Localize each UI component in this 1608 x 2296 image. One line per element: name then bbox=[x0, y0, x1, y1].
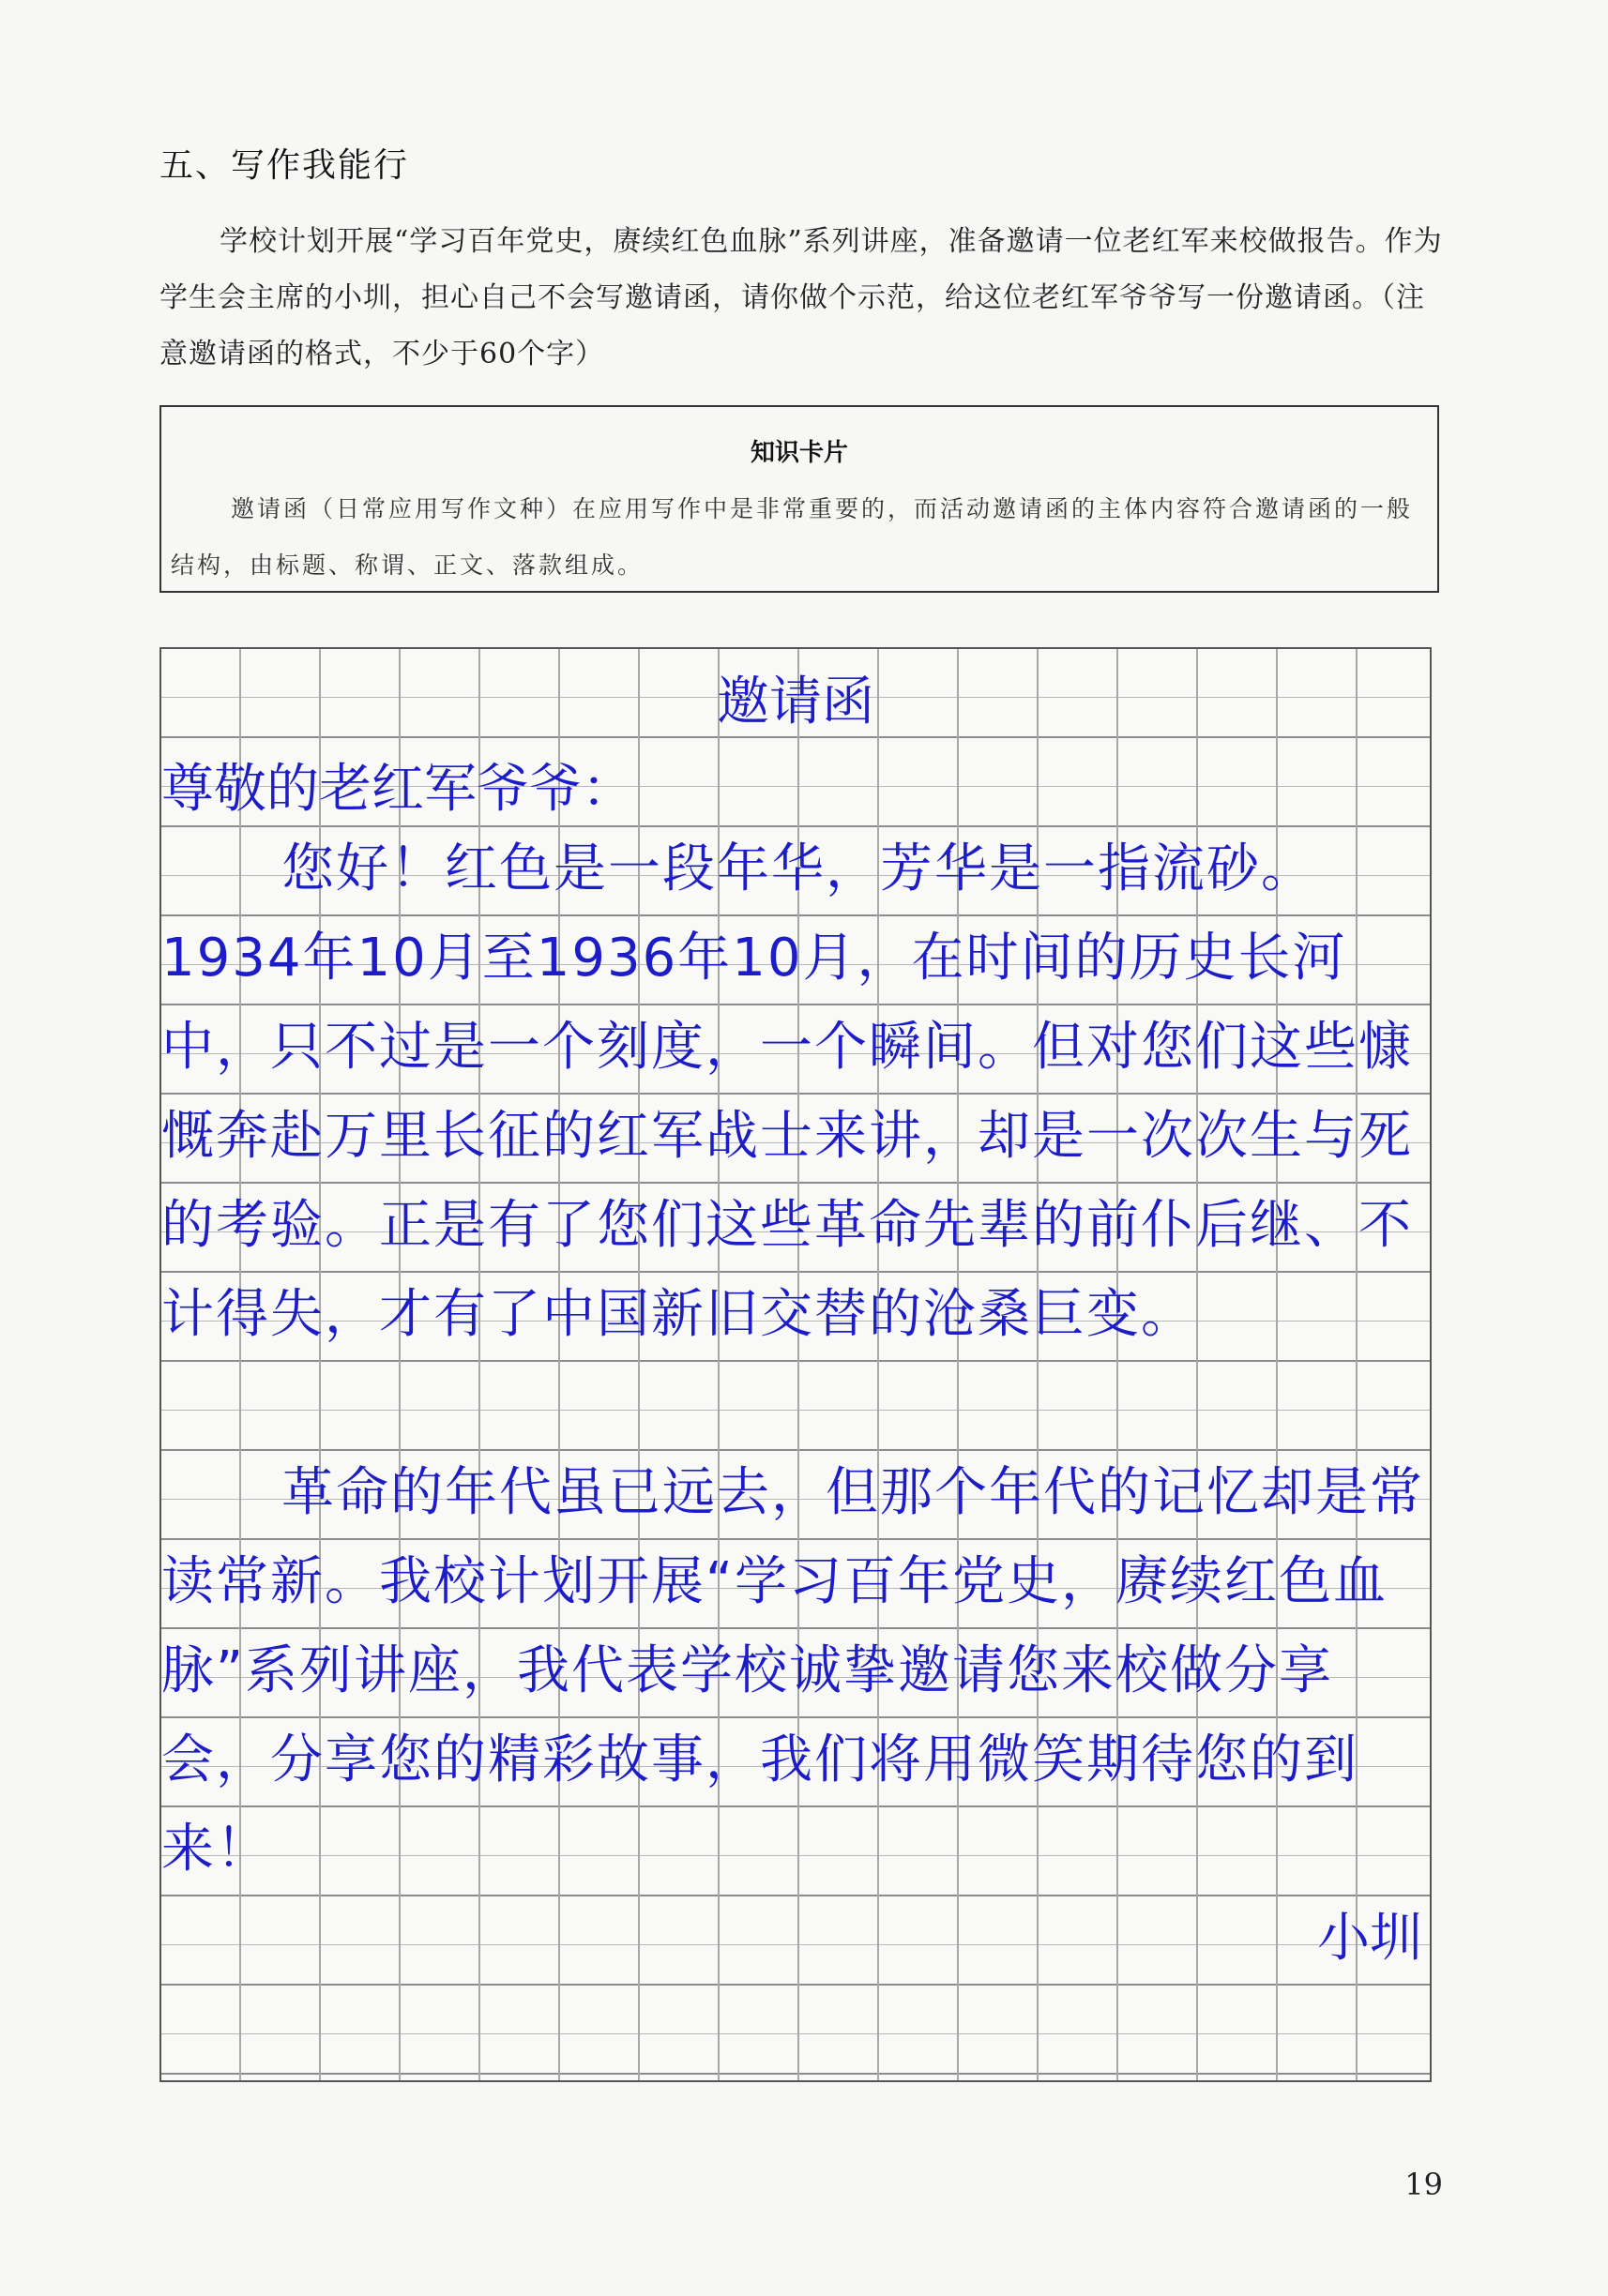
knowledge-card-body: 邀请函（日常应用写作文种）在应用写作中是非常重要的，而活动邀请函的主体内容符合邀请函的一般结构，由标题、称谓、正文、落款组成。 bbox=[171, 495, 1414, 579]
section-title: 五、写作我能行 bbox=[159, 146, 410, 185]
writing-prompt: 学校计划开展“学习百年党史，赓续红色血脉”系列讲座，准备邀请一位老红军来校做报告。作为学生会主席的小圳，担心自己不会写邀请函，请你做个示范，给这位老红军爷爷写一份邀请函。（注意邀请函的格式，不少于60个字） bbox=[159, 225, 1443, 370]
page-number: 19 bbox=[1404, 2167, 1443, 2202]
letter-title: 邀请函 bbox=[717, 672, 874, 733]
letter-signature: 小圳 bbox=[1317, 1908, 1422, 1969]
letter-paragraph: 革命的年代虽已远去，但那个年代的记忆却是常读常新。我校计划开展“学习百年党史，赓续红色血脉”系列讲座，我代表学校诚挚邀请您来校做分享会，分享您的精彩故事，我们将用微笑期待您的到来！ bbox=[161, 1462, 1424, 1880]
letter-paragraph: 您好！红色是一段年华，芳华是一指流砂。1934年10月至1936年10月，在时间的历史长河中，只不过是一个刻度，一个瞬间。但对您们这些慷慨奔赴万里长征的红军战士来讲，却是一次次生与死的考验。正是有了您们这些革命先辈的前仆后继、不计得失，才有了中国新旧交替的沧桑巨变。 bbox=[161, 838, 1413, 1345]
knowledge-card-title: 知识卡片 bbox=[750, 439, 848, 467]
knowledge-card bbox=[159, 405, 1439, 593]
letter-salutation: 尊敬的老红军爷爷： bbox=[161, 759, 634, 820]
writing-grid bbox=[159, 647, 1432, 2082]
